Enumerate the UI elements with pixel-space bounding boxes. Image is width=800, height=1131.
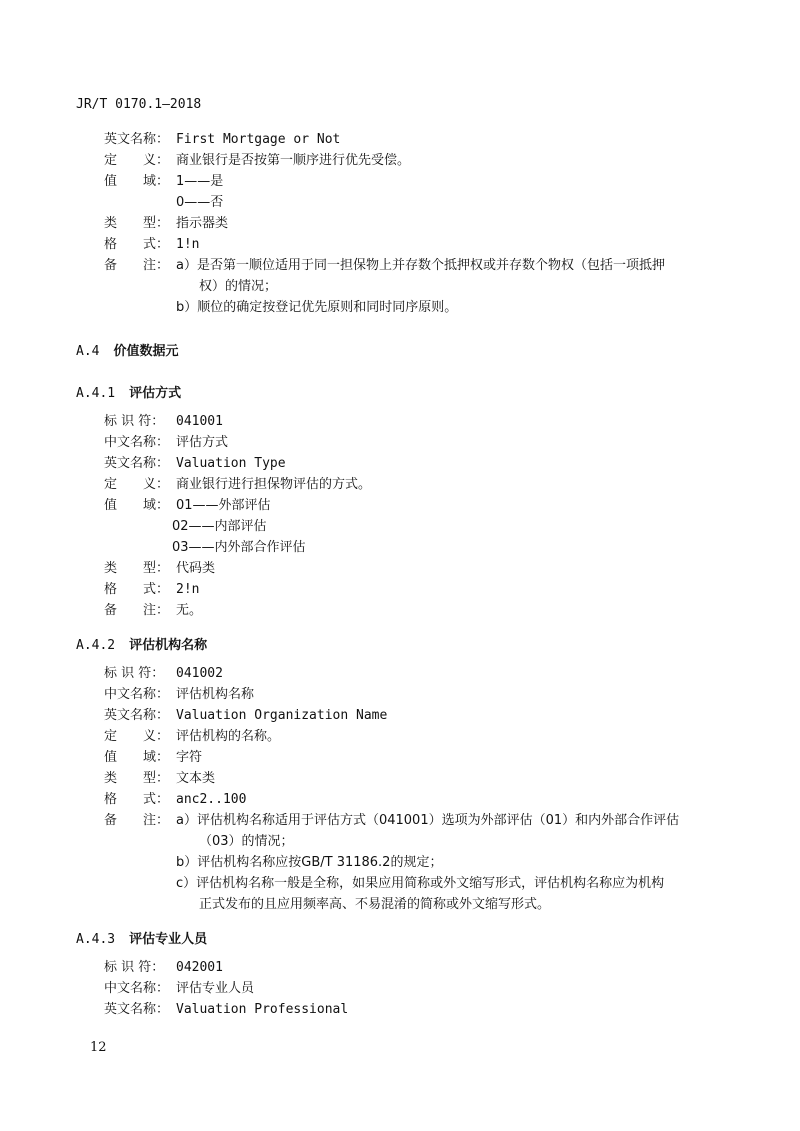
note-c: c）评估机构名称一般是全称，如果应用简称或外文缩写形式，评估机构名称应为机构 bbox=[176, 876, 665, 891]
en-name-value: First Mortgage or Not bbox=[176, 132, 341, 147]
domain-value-0: 0——否 bbox=[176, 195, 224, 210]
type-value: 指示器类 bbox=[176, 216, 229, 231]
type-value: 文本类 bbox=[176, 771, 216, 786]
cn-name-label: 中文名称： bbox=[104, 981, 170, 996]
type-label: 类 型： bbox=[104, 561, 170, 576]
en-name-label: 英文名称： bbox=[104, 1002, 170, 1017]
cn-name-label: 中文名称： bbox=[104, 687, 170, 702]
format-label: 格 式： bbox=[104, 582, 170, 597]
domain-label: 值 域： bbox=[104, 498, 170, 513]
format-label: 格 式： bbox=[104, 237, 170, 252]
identifier-label: 标 识 符： bbox=[104, 414, 165, 429]
format-value: 2!n bbox=[176, 582, 200, 597]
type-label: 类 型： bbox=[104, 771, 170, 786]
en-name-label: 英文名称： bbox=[104, 132, 170, 147]
section-a41-heading bbox=[76, 382, 181, 401]
note-label: 备 注： bbox=[104, 258, 170, 273]
section-title: 价值数据元 bbox=[113, 344, 179, 359]
cn-name-value: 评估方式 bbox=[176, 435, 229, 450]
section-number: A.4 bbox=[76, 344, 100, 359]
definition-label: 定 义： bbox=[104, 477, 170, 492]
note-a: a）是否第一顺位适用于同一担保物上并存数个抵押权或并存数个物权（包括一项抵押 bbox=[176, 258, 665, 273]
note-a-cont: （03）的情况； bbox=[199, 834, 294, 849]
page-number: 12 bbox=[90, 1040, 107, 1055]
format-label: 格 式： bbox=[104, 792, 170, 807]
definition-label: 定 义： bbox=[104, 729, 170, 744]
note-a: a）评估机构名称适用于评估方式（041001）选项为外部评估（01）和内外部合作评估 bbox=[176, 813, 680, 828]
domain-value-03: 03——内外部合作评估 bbox=[172, 540, 306, 555]
identifier-value: 042001 bbox=[176, 960, 223, 975]
definition-value: 商业银行是否按第一顺序进行优先受偿。 bbox=[176, 153, 411, 168]
en-name-label: 英文名称： bbox=[104, 708, 170, 723]
domain-value: 字符 bbox=[176, 750, 203, 765]
definition-label: 定 义： bbox=[104, 153, 170, 168]
note-a-cont: 权）的情况； bbox=[199, 279, 278, 294]
section-title: 评估机构名称 bbox=[129, 638, 208, 653]
section-title: 评估专业人员 bbox=[129, 932, 208, 947]
note-label: 备 注： bbox=[104, 813, 170, 828]
en-name-value: Valuation Professional bbox=[176, 1002, 349, 1017]
type-label: 类 型： bbox=[104, 216, 170, 231]
domain-value-02: 02——内部评估 bbox=[172, 519, 267, 534]
section-a42-heading bbox=[76, 634, 207, 653]
domain-label: 值 域： bbox=[104, 750, 170, 765]
cn-name-label: 中文名称： bbox=[104, 435, 170, 450]
section-number: A.4.3 bbox=[76, 932, 116, 947]
identifier-value: 041002 bbox=[176, 666, 223, 681]
domain-label: 值 域： bbox=[104, 174, 170, 189]
note-label: 备 注： bbox=[104, 603, 170, 618]
section-number: A.4.1 bbox=[76, 386, 116, 401]
section-number: A.4.2 bbox=[76, 638, 116, 653]
identifier-label: 标 识 符： bbox=[104, 666, 165, 681]
en-name-value: Valuation Organization Name bbox=[176, 708, 388, 723]
section-title: 评估方式 bbox=[129, 386, 182, 401]
format-value: 1!n bbox=[176, 237, 200, 252]
cn-name-value: 评估专业人员 bbox=[176, 981, 255, 996]
format-value: anc2..100 bbox=[176, 792, 247, 807]
standard-code-header: JR/T 0170.1—2018 bbox=[76, 97, 202, 112]
en-name-label: 英文名称： bbox=[104, 456, 170, 471]
note-b: b）评估机构名称应按GB/T 31186.2的规定； bbox=[176, 855, 443, 870]
section-a4-heading bbox=[76, 340, 179, 359]
type-value: 代码类 bbox=[176, 561, 216, 576]
en-name-value: Valuation Type bbox=[176, 456, 286, 471]
cn-name-value: 评估机构名称 bbox=[176, 687, 255, 702]
note-c-cont: 正式发布的且应用频率高、不易混淆的简称或外文缩写形式。 bbox=[199, 897, 551, 912]
identifier-value: 041001 bbox=[176, 414, 223, 429]
note-value: 无。 bbox=[176, 603, 203, 618]
domain-value-01: 01——外部评估 bbox=[176, 498, 271, 513]
definition-value: 商业银行进行担保物评估的方式。 bbox=[176, 477, 372, 492]
section-a43-heading bbox=[76, 928, 207, 947]
identifier-label: 标 识 符： bbox=[104, 960, 165, 975]
definition-value: 评估机构的名称。 bbox=[176, 729, 281, 744]
domain-value-1: 1——是 bbox=[176, 174, 224, 189]
note-b: b）顺位的确定按登记优先原则和同时同序原则。 bbox=[176, 300, 458, 315]
